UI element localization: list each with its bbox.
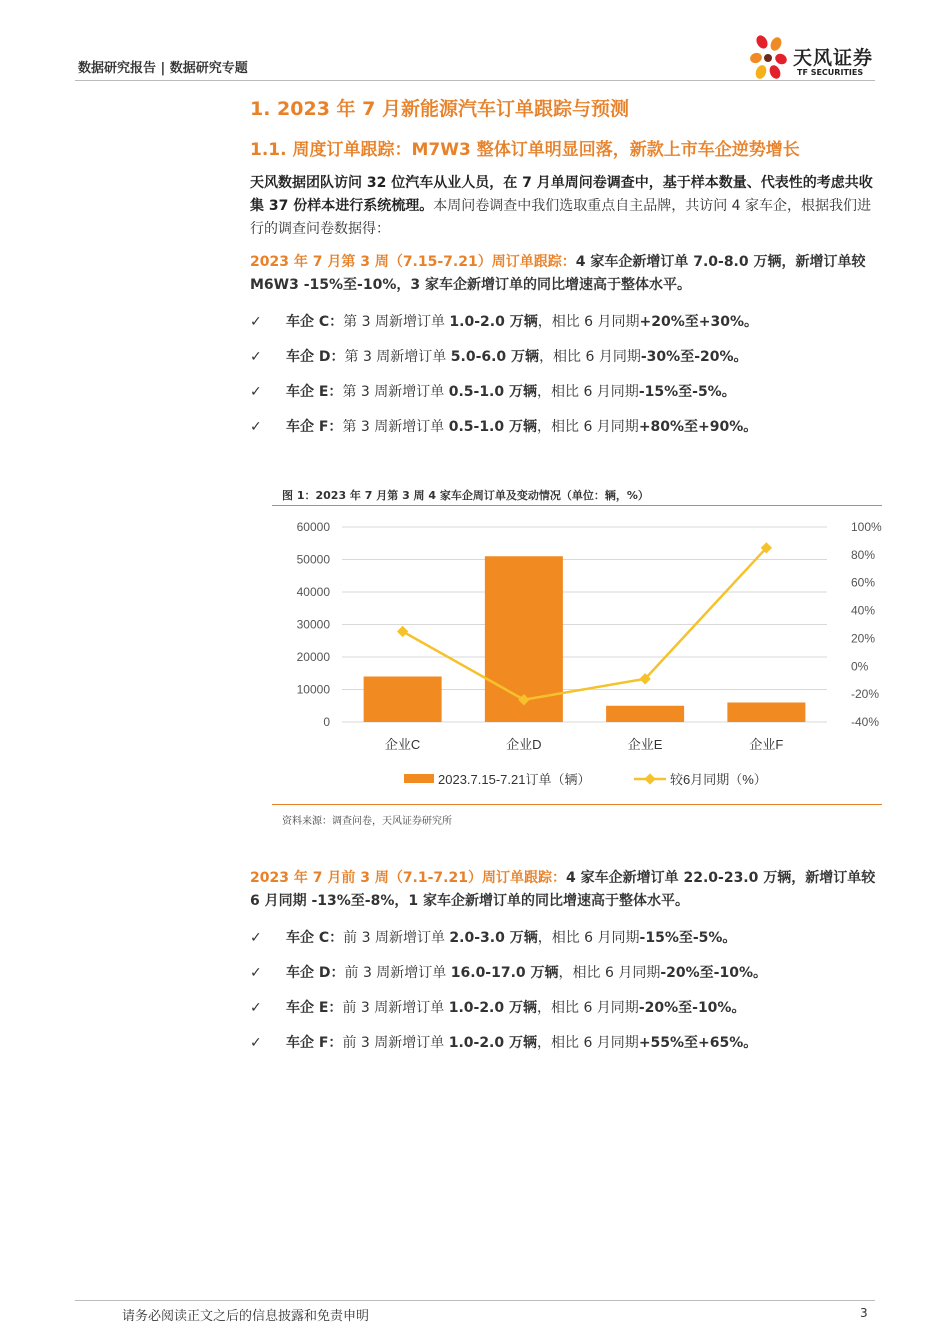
intro-rest-text: 本周问卷调查中我们选取重点自主品牌，共访问 4 家车企，根据我们进行的调查问卷数据得： — [250, 198, 872, 237]
left-tick-label: 40000 — [296, 585, 330, 599]
right-tick-label: 80% — [851, 547, 876, 562]
bullet-company: 车企 D： — [286, 965, 345, 981]
section-heading: 1. 2023 年 7 月新能源汽车订单跟踪与预测 — [250, 98, 629, 120]
bullet-text: 第 3 周新增订单 — [343, 314, 450, 330]
x-axis-labels — [385, 737, 783, 752]
bar-企业C — [364, 677, 442, 723]
bullet-change: -30%至-20%。 — [640, 349, 748, 365]
bullet-company: 车企 C： — [286, 930, 344, 946]
bullet-text: ，相比 6 月同期 — [558, 965, 661, 981]
left-tick-label: 50000 — [296, 552, 330, 567]
week3-text: 4 家车企新增订单 7.0-8.0 万辆，新增订单较 M6W3 -15%至-10%，3 家车企新增订单的同比增速高于整体水平。 — [250, 254, 866, 293]
line-series — [397, 542, 772, 705]
bullet-text: 第 3 周新增订单 — [342, 419, 449, 435]
logo-text-cn: 天风证券 — [793, 47, 874, 69]
legend-bar-swatch — [404, 774, 434, 783]
bullet-text: ，相比 6 月同期 — [537, 930, 640, 946]
bullet-text: 第 3 周新增订单 — [344, 349, 451, 365]
legend-line-marker — [644, 773, 655, 784]
bullet-text: 第 3 周新增订单 — [342, 384, 449, 400]
week3-lead: 2023 年 7 月第 3 周（7.15-7.21）周订单跟踪： — [250, 254, 576, 270]
week3-bullet — [250, 346, 748, 366]
bullet-text: ，相比 6 月同期 — [537, 1035, 639, 1051]
bullet-text: ，相比 6 月同期 — [537, 314, 640, 330]
right-tick-label: 20% — [851, 631, 876, 646]
left-tick-label: 60000 — [296, 520, 330, 534]
first3weeks-bullet — [250, 1032, 757, 1052]
check-icon: ✓ — [250, 419, 262, 435]
x-tick-label: 企业C — [384, 737, 421, 752]
left-tick-label: 0 — [323, 715, 330, 729]
week3-bullet — [250, 311, 758, 331]
logo-text-en: TF SECURITIES — [797, 68, 864, 77]
first3weeks-bullet — [250, 927, 736, 947]
page-number: 3 — [860, 1306, 868, 1320]
bullet-company: 车企 D： — [286, 349, 345, 365]
bullet-text: ，相比 6 月同期 — [539, 349, 641, 365]
x-tick-label: 企业D — [506, 737, 542, 752]
check-icon: ✓ — [250, 384, 262, 400]
x-tick-label: 企业F — [749, 737, 784, 752]
bullet-orders: 2.0-3.0 万辆 — [449, 930, 538, 946]
bullet-text: 前 3 周新增订单 — [344, 965, 451, 981]
bullet-change: -20%至-10%。 — [638, 1000, 746, 1016]
first3weeks-lead: 2023 年 7 月前 3 周（7.1-7.21）周订单跟踪： — [250, 870, 566, 886]
intro-bold-text: 天风数据团队访问 32 位汽车从业人员，在 7 月单周问卷调查中，基于样本数量、代表性的考虑共收集 37 份样本进行系统梳理。 — [250, 175, 873, 214]
bullet-text: 前 3 周新增订单 — [342, 1000, 449, 1016]
week3-bullet — [250, 381, 736, 401]
report-header-title: 数据研究报告 | 数据研究专题 — [78, 61, 248, 76]
bullet-text: 前 3 周新增订单 — [343, 930, 450, 946]
week3-summary-paragraph — [250, 251, 878, 297]
right-tick-label: 40% — [851, 603, 876, 618]
right-tick-label: -40% — [851, 715, 880, 729]
check-icon: ✓ — [250, 965, 262, 981]
bullet-orders: 1.0-2.0 万辆 — [448, 1000, 537, 1016]
subsection-heading: 1.1. 周度订单跟踪：M7W3 整体订单明显回落，新款上市车企逆势增长 — [250, 140, 800, 160]
left-tick-label: 10000 — [296, 682, 330, 697]
first3weeks-bullet — [250, 997, 745, 1017]
check-icon: ✓ — [250, 314, 262, 330]
bullet-orders: 16.0-17.0 万辆 — [450, 965, 559, 981]
bar-企业E — [606, 706, 684, 722]
bullet-company: 车企 F： — [286, 1035, 343, 1051]
first3weeks-summary-paragraph — [250, 867, 878, 913]
orders-combo-chart — [272, 508, 882, 800]
right-axis-ticks — [851, 520, 882, 729]
bullet-text: ，相比 6 月同期 — [537, 419, 639, 435]
bullet-change: -15%至-5%。 — [639, 930, 737, 946]
bullet-change: +55%至+65%。 — [638, 1035, 758, 1051]
right-tick-label: -20% — [851, 687, 880, 702]
first3weeks-text: 4 家车企新增订单 22.0-23.0 万辆，新增订单较 6 月同期 -13%至-8%，1 家车企新增订单的同比增速高于整体水平。 — [250, 870, 876, 909]
check-icon: ✓ — [250, 930, 262, 946]
bullet-orders: 1.0-2.0 万辆 — [449, 314, 538, 330]
legend-bar-label: 2023.7.15-7.21订单（辆） — [438, 772, 591, 787]
bullet-text: ，相比 6 月同期 — [537, 1000, 639, 1016]
check-icon: ✓ — [250, 349, 262, 365]
bullet-orders: 0.5-1.0 万辆 — [448, 384, 537, 400]
legend-line-label: 较6月同期（%） — [670, 772, 767, 787]
intro-paragraph — [250, 172, 878, 241]
chart-legend — [404, 772, 767, 787]
line-path — [403, 548, 767, 700]
x-tick-label: 企业E — [627, 737, 663, 752]
bullet-change: -15%至-5%。 — [638, 384, 736, 400]
bullet-company: 车企 E： — [286, 384, 343, 400]
left-tick-label: 30000 — [296, 617, 330, 632]
bullet-company: 车企 E： — [286, 1000, 343, 1016]
bullet-text: 前 3 周新增订单 — [342, 1035, 449, 1051]
footer-disclaimer: 请务必阅读正文之后的信息披露和免责申明 — [122, 1309, 370, 1324]
bullet-text: ，相比 6 月同期 — [537, 384, 639, 400]
right-tick-label: 0% — [851, 659, 869, 674]
bullet-company: 车企 F： — [286, 419, 343, 435]
figure-top-rule — [272, 505, 882, 506]
line-marker — [397, 626, 408, 637]
bullet-change: +80%至+90%。 — [638, 419, 758, 435]
week3-bullet — [250, 416, 757, 436]
figure-source: 资料来源：调查问卷，天风证券研究所 — [282, 816, 452, 827]
check-icon: ✓ — [250, 1000, 262, 1016]
bullet-change: -20%至-10%。 — [660, 965, 767, 981]
bullet-orders: 0.5-1.0 万辆 — [448, 419, 537, 435]
bullet-orders: 5.0-6.0 万辆 — [450, 349, 540, 365]
figure-bottom-rule — [272, 804, 882, 805]
bullet-company: 车企 C： — [286, 314, 344, 330]
left-axis-ticks — [297, 520, 331, 729]
right-tick-label: 100% — [851, 520, 882, 534]
check-icon: ✓ — [250, 1035, 262, 1051]
footer-divider — [75, 1300, 875, 1301]
first3weeks-bullet — [250, 962, 767, 982]
bar-series — [364, 556, 806, 722]
bar-企业F — [727, 703, 805, 723]
bullet-orders: 1.0-2.0 万辆 — [448, 1035, 537, 1051]
left-tick-label: 20000 — [296, 650, 330, 664]
figure-title: 图 1：2023 年 7 月第 3 周 4 家车企周订单及变动情况（单位：辆，%） — [282, 489, 649, 502]
right-tick-label: 60% — [851, 575, 876, 590]
bullet-change: +20%至+30%。 — [639, 314, 759, 330]
